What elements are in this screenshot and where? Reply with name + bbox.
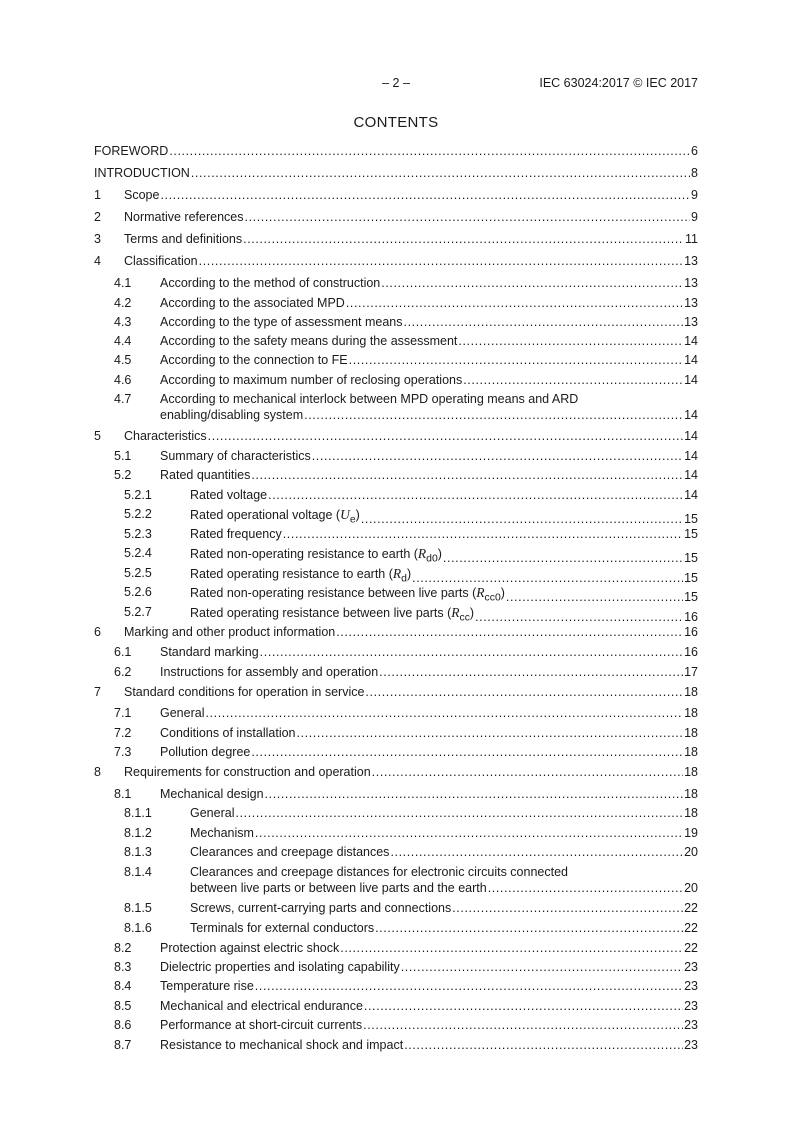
toc-entry-number: 8.3 (114, 960, 132, 974)
toc-page-number: 14 (684, 449, 698, 463)
leader-dots (255, 826, 683, 840)
leader-dots (375, 921, 683, 935)
leader-dots (412, 571, 683, 585)
toc-entry-number: 4 (94, 254, 101, 268)
toc-page-number: 19 (684, 826, 698, 840)
toc-entry-title: According to mechanical interlock between MPD operating means and ARD (160, 392, 579, 406)
toc-page-number: 13 (684, 315, 698, 329)
toc-entry-title: According to the connection to FE (160, 353, 348, 367)
leader-dots (458, 334, 683, 348)
toc-entry-title-continued: between live parts or between live parts and the earth (190, 881, 487, 895)
symbol-subscript: d0 (426, 553, 438, 565)
toc-entry-title: Performance at short-circuit currents (160, 1018, 363, 1032)
leader-dots (304, 408, 683, 422)
toc-entry-number: 8.5 (114, 999, 132, 1013)
toc-entry-number: 3 (94, 232, 101, 246)
toc-entry-number: 7 (94, 685, 101, 699)
toc-entry-title: Standard conditions for operation in service (124, 685, 365, 699)
toc-entry-number: 6 (94, 625, 101, 639)
toc-page-number: 18 (684, 706, 698, 720)
toc-entry-number: 4.7 (114, 392, 132, 406)
closing-paren: ) (469, 606, 475, 620)
toc-entry-number: 7.3 (114, 745, 132, 759)
leader-dots (365, 685, 683, 699)
toc-entry-title: General (190, 806, 235, 820)
toc-entry-title: Rated frequency (190, 527, 282, 541)
leader-dots (381, 276, 683, 290)
toc-entry-title-text: Rated non-operating resistance to earth ( (190, 547, 418, 561)
toc-entry-number: 4.5 (114, 353, 132, 367)
leader-dots (364, 999, 683, 1013)
leader-dots (243, 232, 684, 246)
toc-entry-number: 8.4 (114, 979, 132, 993)
toc-page-number: 20 (684, 881, 698, 895)
toc-entry-number: 5.2.2 (124, 507, 152, 521)
leader-dots (297, 726, 684, 740)
toc-page-number: 13 (684, 276, 698, 290)
toc-entry-title: Pollution degree (160, 745, 251, 759)
toc-entry-title: Rated voltage (190, 488, 268, 502)
toc-page-number: 18 (684, 726, 698, 740)
toc-entry-title: Mechanism (190, 826, 254, 840)
toc-entry-title: Requirements for construction and operation (124, 765, 371, 779)
toc-page-number: 20 (684, 845, 698, 859)
toc-entry-title-text: Rated non-operating resistance between live parts ( (190, 586, 477, 600)
toc-page-number: 9 (691, 188, 698, 202)
toc-entry-number: 8.1.4 (124, 865, 152, 879)
toc-entry-number: 8.1.3 (124, 845, 152, 859)
leader-dots (404, 1038, 683, 1052)
toc-entry-number: 5.2.7 (124, 605, 152, 619)
toc-entry-title-continued: enabling/disabling system (160, 408, 304, 422)
toc-page-number: 14 (684, 408, 698, 422)
toc-page-number: 14 (684, 373, 698, 387)
toc-entry-number: 8.2 (114, 941, 132, 955)
toc-entry-title: According to maximum number of reclosing operations (160, 373, 463, 387)
toc-page-number: 15 (684, 511, 698, 526)
toc-entry-title: Clearances and creepage distances for electronic circuits connected (190, 865, 568, 879)
toc-page-number: 22 (684, 901, 698, 915)
leader-dots (251, 468, 683, 482)
toc-entry-number: 5.2.1 (124, 488, 152, 502)
toc-page-number: 23 (684, 979, 698, 993)
toc-entry-title-text: Rated operating resistance to earth ( (190, 567, 393, 581)
closing-paren: ) (355, 508, 360, 522)
leader-dots (361, 512, 683, 526)
toc-entry-number: 6.1 (114, 645, 132, 659)
leader-dots (191, 166, 690, 180)
toc-entry-title: According to the type of assessment means (160, 315, 403, 329)
toc-entry-number: 5 (94, 429, 101, 443)
toc-entry-number: 4.2 (114, 296, 132, 310)
leader-dots (283, 527, 683, 541)
leader-dots (255, 979, 683, 993)
page-number: – 2 – (382, 76, 410, 90)
toc-entry-title (190, 585, 505, 604)
leader-dots (475, 610, 683, 624)
toc-entry-title: General (160, 706, 205, 720)
toc-page-number: 16 (684, 625, 698, 639)
leader-dots (463, 373, 683, 387)
toc-page-number: 6 (691, 144, 698, 158)
toc-entry-title: According to the method of construction (160, 276, 381, 290)
toc-entry-title (190, 546, 442, 565)
toc-entry-title: Dielectric properties and isolating capability (160, 960, 400, 974)
toc-entry-title: Screws, current-carrying parts and connections (190, 901, 452, 915)
toc-page-number: 14 (684, 334, 698, 348)
toc-entry-number: 7.2 (114, 726, 132, 740)
toc-entry-number: 8 (94, 765, 101, 779)
toc-entry-title: Instructions for assembly and operation (160, 665, 379, 679)
toc-entry-title: INTRODUCTION (94, 166, 190, 180)
toc-entry-title: Resistance to mechanical shock and impact (160, 1038, 404, 1052)
toc-entry-title: Terminals for external conductors (190, 921, 375, 935)
toc-entry-title: Characteristics (124, 429, 207, 443)
toc-entry-number: 8.7 (114, 1038, 132, 1052)
toc-entry-title: Standard marking (160, 645, 259, 659)
toc-entry-number: 8.1.2 (124, 826, 152, 840)
toc-page-number: 23 (684, 1018, 698, 1032)
toc-entry-title: Marking and other product information (124, 625, 336, 639)
toc-entry-title: Mechanical design (160, 787, 264, 801)
toc-entry-number: 4.3 (114, 315, 132, 329)
toc-page-number: 18 (684, 745, 698, 759)
leader-dots (349, 353, 683, 367)
leader-dots (401, 960, 683, 974)
leader-dots (506, 590, 683, 604)
symbol-subscript: d (401, 573, 407, 585)
toc-entry-number: 2 (94, 210, 101, 224)
toc-page-number: 22 (684, 921, 698, 935)
toc-entry-number: 8.1.5 (124, 901, 152, 915)
toc-page-number: 14 (684, 468, 698, 482)
leader-dots (404, 315, 684, 329)
leader-dots (245, 210, 691, 224)
leader-dots (251, 745, 683, 759)
toc-entry-title: Rated quantities (160, 468, 251, 482)
toc-entry-title: Scope (124, 188, 160, 202)
toc-entry-number: 8.1 (114, 787, 132, 801)
page-header (94, 76, 698, 92)
toc-page-number: 14 (684, 353, 698, 367)
toc-entry-title-text: Rated operational voltage ( (190, 508, 341, 522)
toc-page-number: 18 (684, 685, 698, 699)
toc-entry-number: 1 (94, 188, 101, 202)
toc-page-number: 16 (684, 645, 698, 659)
leader-dots (260, 645, 683, 659)
leader-dots (340, 941, 683, 955)
toc-entry-title (190, 507, 360, 526)
standard-reference: IEC 63024:2017 © IEC 2017 (539, 76, 698, 90)
leader-dots (205, 706, 683, 720)
leader-dots (169, 144, 690, 158)
leader-dots (372, 765, 683, 779)
toc-entry-number: 5.2.6 (124, 585, 152, 599)
toc-entry-title: Terms and definitions (124, 232, 243, 246)
toc-page-number: 14 (684, 488, 698, 502)
toc-entry-number: 8.6 (114, 1018, 132, 1032)
toc-page-number: 9 (691, 210, 698, 224)
toc-entry-number: 6.2 (114, 665, 132, 679)
toc-page-number: 16 (684, 609, 698, 624)
symbol: R (392, 566, 402, 581)
toc-entry-number: 5.2.3 (124, 527, 152, 541)
toc-page-number: 18 (684, 787, 698, 801)
toc-page-number: 15 (684, 589, 698, 604)
symbol: R (417, 546, 427, 561)
toc-entry-number: 5.1 (114, 449, 132, 463)
toc-entry-title: Normative references (124, 210, 244, 224)
toc-entry-title: Temperature rise (160, 979, 254, 993)
toc-entry-number: 5.2.4 (124, 546, 152, 560)
toc-entry-number: 7.1 (114, 706, 132, 720)
symbol-subscript: e (349, 514, 356, 526)
leader-dots (443, 551, 683, 565)
symbol: R (451, 605, 460, 620)
leader-dots (268, 488, 683, 502)
page-title: CONTENTS (353, 114, 439, 131)
toc-entry-title: Classification (124, 254, 198, 268)
toc-page-number: 13 (684, 254, 698, 268)
toc-entry-number: 8.1.6 (124, 921, 152, 935)
toc-page-number: 17 (684, 665, 698, 679)
toc-page-number: 11 (685, 232, 698, 246)
leader-dots (235, 806, 683, 820)
toc-entry-title: According to the safety means during the assessment (160, 334, 458, 348)
toc-entry-title-text: Rated operating resistance between live parts ( (190, 606, 452, 620)
toc-page-number: 22 (684, 941, 698, 955)
toc-entry-number: 5.2.5 (124, 566, 152, 580)
toc-entry-title: Clearances and creepage distances (190, 845, 390, 859)
toc-page-number: 23 (684, 1038, 698, 1052)
toc-entry-title (190, 566, 411, 585)
toc-entry-number: 4.6 (114, 373, 132, 387)
leader-dots (312, 449, 683, 463)
toc-page-number: 13 (684, 296, 698, 310)
leader-dots (346, 296, 683, 310)
toc-page-number: 15 (684, 550, 698, 565)
leader-dots (379, 665, 683, 679)
toc-entry-title: FOREWORD (94, 144, 169, 158)
toc-entry-title: Summary of characteristics (160, 449, 311, 463)
symbol: R (476, 585, 485, 600)
toc-page-number: 14 (684, 429, 698, 443)
toc-entry-title: Protection against electric shock (160, 941, 340, 955)
leader-dots (208, 429, 683, 443)
toc-page-number: 23 (684, 999, 698, 1013)
toc-entry-number: 4.4 (114, 334, 132, 348)
symbol-subscript: cc0 (484, 592, 501, 604)
leader-dots (363, 1018, 683, 1032)
leader-dots (199, 254, 683, 268)
closing-paren: ) (437, 547, 442, 561)
toc-page-number: 18 (684, 765, 698, 779)
leader-dots (336, 625, 683, 639)
toc-page-number: 23 (684, 960, 698, 974)
toc-entry-number: 8.1.1 (124, 806, 152, 820)
toc-entry-title: Conditions of installation (160, 726, 296, 740)
closing-paren: ) (406, 567, 412, 581)
symbol: U (340, 507, 350, 522)
leader-dots (265, 787, 684, 801)
toc-entry-number: 4.1 (114, 276, 132, 290)
toc-page-number: 8 (691, 166, 698, 180)
toc-page-number: 15 (684, 570, 698, 585)
closing-paren: ) (500, 586, 505, 600)
toc-page-number: 18 (684, 806, 698, 820)
toc-entry-title: According to the associated MPD (160, 296, 345, 310)
leader-dots (452, 901, 683, 915)
leader-dots (160, 188, 690, 202)
toc-entry-title: Mechanical and electrical endurance (160, 999, 363, 1013)
leader-dots (488, 881, 683, 895)
symbol-subscript: cc (459, 612, 470, 624)
toc-entry-title (190, 605, 474, 624)
toc-page-number: 15 (684, 527, 698, 541)
toc-entry-number: 5.2 (114, 468, 132, 482)
leader-dots (390, 845, 683, 859)
